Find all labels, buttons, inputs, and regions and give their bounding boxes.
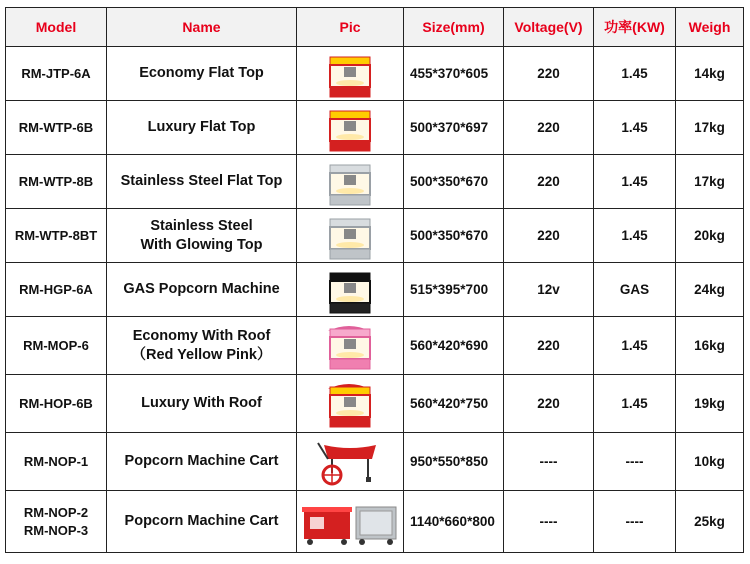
model-cell: RM-WTP-8B [6, 155, 107, 209]
model-cell: RM-HGP-6A [6, 263, 107, 317]
model-cell: RM-MOP-6 [6, 317, 107, 375]
name-cell: Stainless Steel Flat Top [107, 155, 297, 209]
name-cell: Luxury With Roof [107, 375, 297, 433]
table-row [6, 491, 744, 553]
voltage-cell: 220 [504, 101, 594, 155]
pic-cell [297, 209, 404, 263]
model-cell: RM-WTP-6B [6, 101, 107, 155]
name-cell: Stainless Steel With Glowing Top [107, 209, 297, 263]
weight-cell: 14kg [676, 47, 744, 101]
name-cell: Popcorn Machine Cart [107, 491, 297, 553]
table-row [6, 263, 744, 317]
header-name: Name [107, 8, 297, 47]
pic-cell [297, 433, 404, 491]
header-size: Size(mm) [404, 8, 504, 47]
popcorn-cabinet-cart-icon [300, 497, 400, 547]
weight-cell: 24kg [676, 263, 744, 317]
header-model: Model [6, 8, 107, 47]
size-cell: 1140*660*800 [404, 491, 504, 553]
weight-cell: 19kg [676, 375, 744, 433]
red-popcorn-machine-icon [322, 49, 378, 99]
voltage-cell: 220 [504, 209, 594, 263]
size-cell: 950*550*850 [404, 433, 504, 491]
power-cell: ---- [594, 433, 676, 491]
black-gas-popcorn-machine-icon [322, 265, 378, 315]
table-row [6, 209, 744, 263]
power-cell: 1.45 [594, 317, 676, 375]
table-row [6, 375, 744, 433]
header-voltage: Voltage(V) [504, 8, 594, 47]
size-cell: 515*395*700 [404, 263, 504, 317]
model-cell: RM-HOP-6B [6, 375, 107, 433]
weight-cell: 25kg [676, 491, 744, 553]
model-cell: RM-JTP-6A [6, 47, 107, 101]
table-row [6, 155, 744, 209]
size-cell: 500*350*670 [404, 155, 504, 209]
name-cell: Luxury Flat Top [107, 101, 297, 155]
pic-cell [297, 155, 404, 209]
table-row [6, 433, 744, 491]
voltage-cell: 220 [504, 47, 594, 101]
red-popcorn-machine-icon [322, 103, 378, 153]
power-cell: GAS [594, 263, 676, 317]
pink-popcorn-machine-icon [322, 321, 378, 371]
header-power: 功率(KW) [594, 8, 676, 47]
weight-cell: 17kg [676, 101, 744, 155]
header-weight: Weigh [676, 8, 744, 47]
model-cell: RM-NOP-1 [6, 433, 107, 491]
red-roof-popcorn-machine-icon [322, 379, 378, 429]
size-cell: 560*420*750 [404, 375, 504, 433]
popcorn-cart-icon [314, 437, 386, 487]
steel-popcorn-machine-icon [322, 211, 378, 261]
header-row [6, 8, 744, 47]
size-cell: 560*420*690 [404, 317, 504, 375]
voltage-cell: ---- [504, 491, 594, 553]
voltage-cell: 220 [504, 155, 594, 209]
power-cell: 1.45 [594, 155, 676, 209]
size-cell: 455*370*605 [404, 47, 504, 101]
weight-cell: 16kg [676, 317, 744, 375]
table-row [6, 317, 744, 375]
voltage-cell: 220 [504, 317, 594, 375]
name-cell: Economy With Roof （Red Yellow Pink） [107, 317, 297, 375]
power-cell: 1.45 [594, 47, 676, 101]
name-cell: Economy Flat Top [107, 47, 297, 101]
size-cell: 500*350*670 [404, 209, 504, 263]
header-pic: Pic [297, 8, 404, 47]
pic-cell [297, 101, 404, 155]
weight-cell: 20kg [676, 209, 744, 263]
steel-popcorn-machine-icon [322, 157, 378, 207]
power-cell: 1.45 [594, 101, 676, 155]
product-spec-table [5, 7, 744, 553]
pic-cell [297, 491, 404, 553]
name-cell: GAS Popcorn Machine [107, 263, 297, 317]
voltage-cell: 220 [504, 375, 594, 433]
pic-cell [297, 263, 404, 317]
voltage-cell: 12v [504, 263, 594, 317]
pic-cell [297, 47, 404, 101]
table-row [6, 47, 744, 101]
size-cell: 500*370*697 [404, 101, 504, 155]
pic-cell [297, 317, 404, 375]
name-cell: Popcorn Machine Cart [107, 433, 297, 491]
power-cell: 1.45 [594, 209, 676, 263]
model-cell: RM-WTP-8BT [6, 209, 107, 263]
power-cell: 1.45 [594, 375, 676, 433]
power-cell: ---- [594, 491, 676, 553]
pic-cell [297, 375, 404, 433]
voltage-cell: ---- [504, 433, 594, 491]
weight-cell: 10kg [676, 433, 744, 491]
weight-cell: 17kg [676, 155, 744, 209]
table-row [6, 101, 744, 155]
model-cell: RM-NOP-2 RM-NOP-3 [6, 491, 107, 553]
